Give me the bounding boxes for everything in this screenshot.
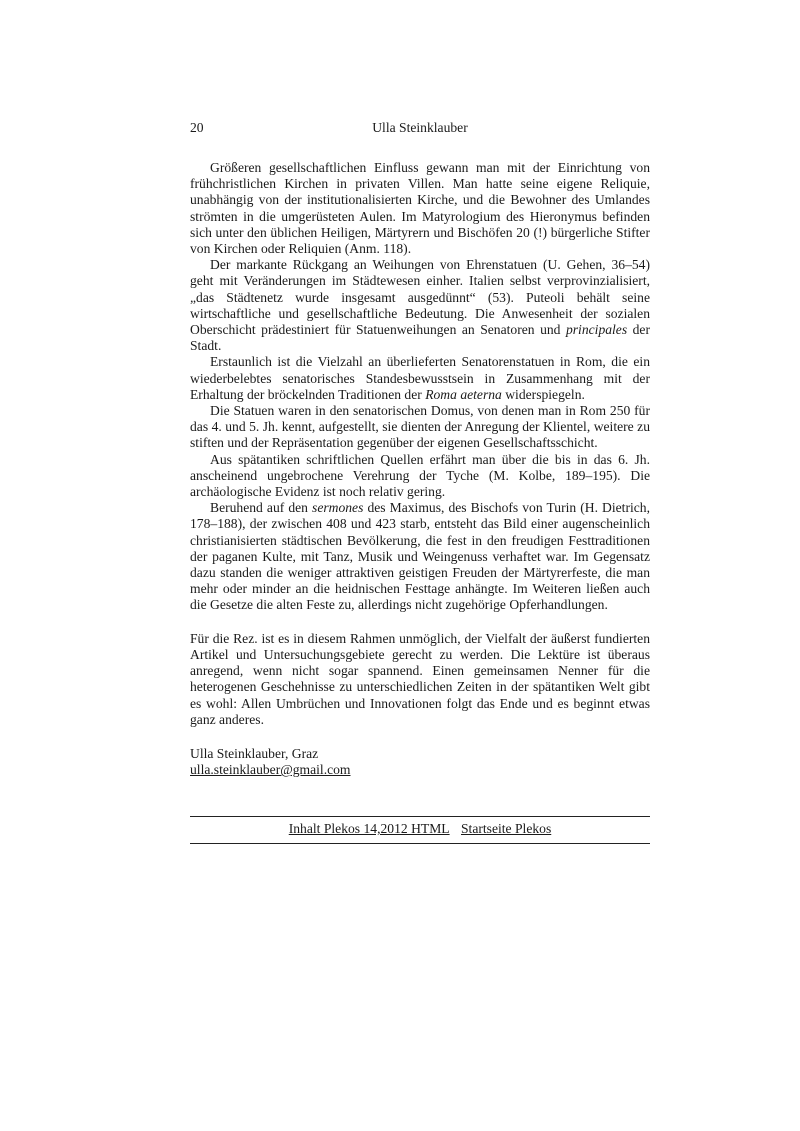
italic-term: sermones — [312, 500, 364, 516]
running-head — [190, 120, 650, 138]
paragraph-3: Erstaunlich ist die Vielzahl an überlieferten Senatorenstatuen in Rom, die ein wiederbelebtes senatorisches Standesbewusstsein in Zusammenhang mit der Erhaltung der bröckelnden Traditionen der Roma aeterna widerspiegeln. — [190, 354, 650, 402]
paragraph-2: Der markante Rückgang an Weihungen von Ehrenstatuen (U. Gehen, 36–54) geht mit Veränderungen im Städtewesen einher. Italien selbst verprovinzialisiert, „das Städtenetz wurde insgesamt ausgedünnt“ (53). Puteoli behält seine wirtschaftliche und gesellschaftliche Bedeutung. Die Anwesenheit der sozialen Oberschicht prädestiniert für Statuenweihungen an Senatoren und principales der Stadt. — [190, 257, 650, 354]
main-text — [190, 160, 650, 778]
running-head-author: Ulla Steinklauber — [372, 120, 468, 135]
paragraph-5: Aus spätantiken schriftlichen Quellen erfährt man über die bis in das 6. Jh. anscheinend ungebrochene Verehrung der Tyche (M. Kolbe, 189–195). Die archäologische Evidenz ist noch relativ gering. — [190, 451, 650, 500]
footer-nav — [190, 816, 650, 844]
paragraph-4: Die Statuen waren in den senatorischen Domus, von denen man in Rom 250 für das 4. und 5. Jh. kennt, aufgestellt, sie dienten der Anregung der Klientel, weitere zu stiften und der Repräsentation gegenüber der eigenen Gesellschaftsschicht. — [190, 403, 650, 451]
paragraph-6: Beruhend auf den sermones des Maximus, des Bischofs von Turin (H. Dietrich, 178–188), der zwischen 408 und 423 starb, entsteht das Bild einer augenscheinlich christianisierten städtischen Bevölkerung, die fest in den freudigen Festtraditionen der paganen Kulte, mit Tanz, Musik und Weingenuss verhaftet war. Im Gegensatz dazu standen die weniger attraktiven geistigen Freuden der Märtyrerfeste, die man mehr oder minder an die heidnischen Festtage anhängte. Im Weiteren ließen auch die Gesetze die alten Feste zu, allerdings nicht zugehörige Opferhandlungen. — [190, 500, 650, 613]
email-link[interactable]: ulla.steinklauber@gmail.com — [190, 762, 351, 778]
homepage-link[interactable]: Startseite Plekos — [461, 821, 552, 836]
paragraph-1: Größeren gesellschaftlichen Einfluss gewann man mit der Einrichtung von frühchristlichen Kirchen in privaten Villen. Man hatte seine eigene Reliquie, unabhängig von der institutionalisierten Kirche, und die Bewohner des Umlandes strömten in die umgerüsteten Aulen. Im Matyrologium des Hieronymus befinden sich unter den üblichen Heiligen, Märtyrern und Bischöfen 20 (!) bürgerliche Stifter von Kirchen oder Reliquien (Anm. 118). — [190, 160, 650, 257]
signature-block — [190, 746, 650, 778]
signature-name: Ulla Steinklauber, Graz — [190, 745, 319, 761]
page-number: 20 — [190, 120, 204, 135]
conclusion-paragraph: Für die Rez. ist es in diesem Rahmen unmöglich, der Vielfalt der äußerst fundierten Artikel und Untersuchungsgebiete gerecht zu werden. Die Lektüre ist überaus anregend, wenn nicht sogar spannend. Einen gemeinsamen Nenner für die heterogenen Geschehnisse zu unterschiedlichen Zeiten in der spätantiken Welt gibt es wohl: Allen Umbrüchen und Innovationen folgt das Ende und es beginnt etwas ganz anderes. — [190, 630, 650, 727]
italic-term: principales — [565, 322, 628, 338]
italic-term: Roma aeterna — [425, 386, 502, 402]
contents-link[interactable]: Inhalt Plekos 14,2012 HTML — [288, 821, 450, 836]
